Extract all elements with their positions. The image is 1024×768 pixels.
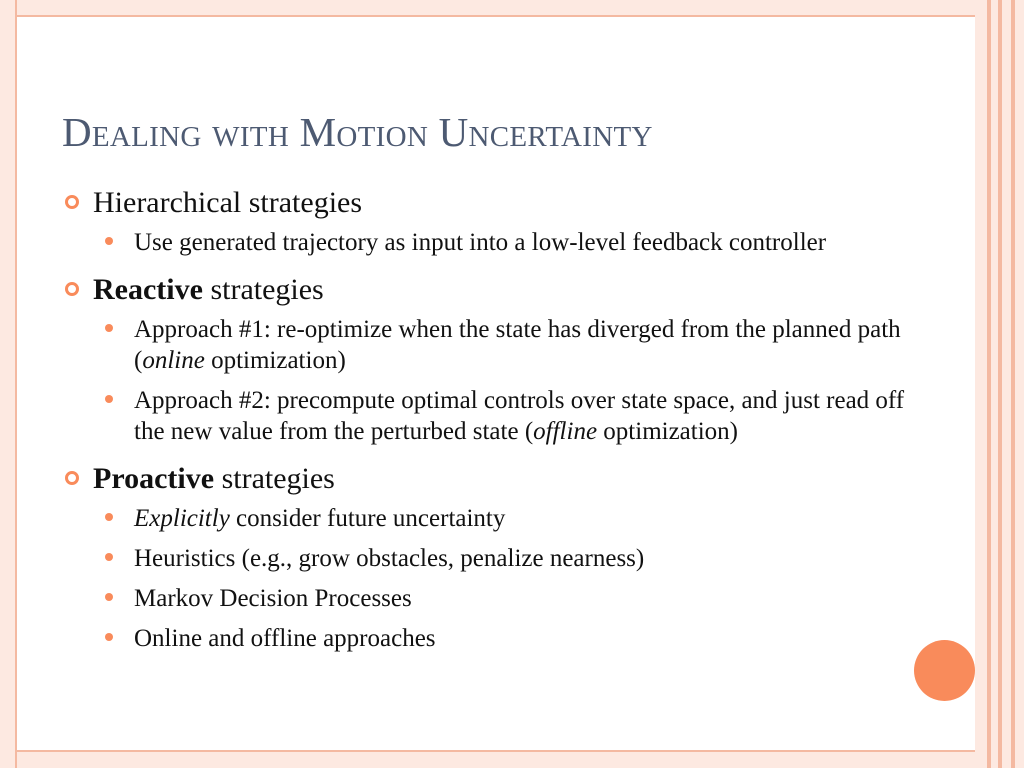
ring-bullet-icon (65, 282, 79, 296)
sub-bullet-approach-1: Approach #1: re-optimize when the state has diverged from the planned path (online optimization) (62, 314, 912, 376)
bullet-proactive-strategies: Proactive strategies (62, 461, 912, 497)
dot-bullet-icon (105, 513, 113, 521)
right-stripe-5 (1002, 0, 1011, 768)
sub-bullet-markov-decision-processes: Markov Decision Processes (62, 583, 912, 614)
bullet-reactive-strategies: Reactive strategies (62, 272, 912, 308)
dot-bullet-icon (105, 593, 113, 601)
sub-bullet-explicitly-consider: Explicitly consider future uncertainty (62, 503, 912, 534)
dot-bullet-icon (105, 633, 113, 641)
dot-bullet-icon (105, 553, 113, 561)
bottom-border-decoration (17, 750, 975, 768)
sub-bullet-approach-2: Approach #2: precompute optimal controls over state space, and just read off the new value from the perturbed state (offline optimization) (62, 385, 912, 447)
dot-bullet-icon (105, 395, 113, 403)
right-stripe-1 (975, 0, 987, 768)
sub-bullet-low-level-controller: Use generated trajectory as input into a low-level feedback controller (62, 227, 912, 258)
dot-bullet-icon (105, 324, 113, 332)
ring-bullet-icon (65, 195, 79, 209)
bullet-hierarchical-strategies: Hierarchical strategies (62, 185, 912, 221)
accent-circle (914, 640, 975, 701)
slide-title: Dealing with Motion Uncertainty (62, 109, 653, 155)
top-border-decoration (17, 0, 975, 17)
slide-content (62, 185, 912, 663)
right-stripe-3 (991, 0, 998, 768)
left-border-decoration (0, 0, 17, 768)
ring-bullet-icon (65, 471, 79, 485)
dot-bullet-icon (105, 237, 113, 245)
sub-bullet-online-offline: Online and offline approaches (62, 623, 912, 654)
right-stripe-7 (1015, 0, 1024, 768)
sub-bullet-heuristics: Heuristics (e.g., grow obstacles, penalize nearness) (62, 543, 912, 574)
